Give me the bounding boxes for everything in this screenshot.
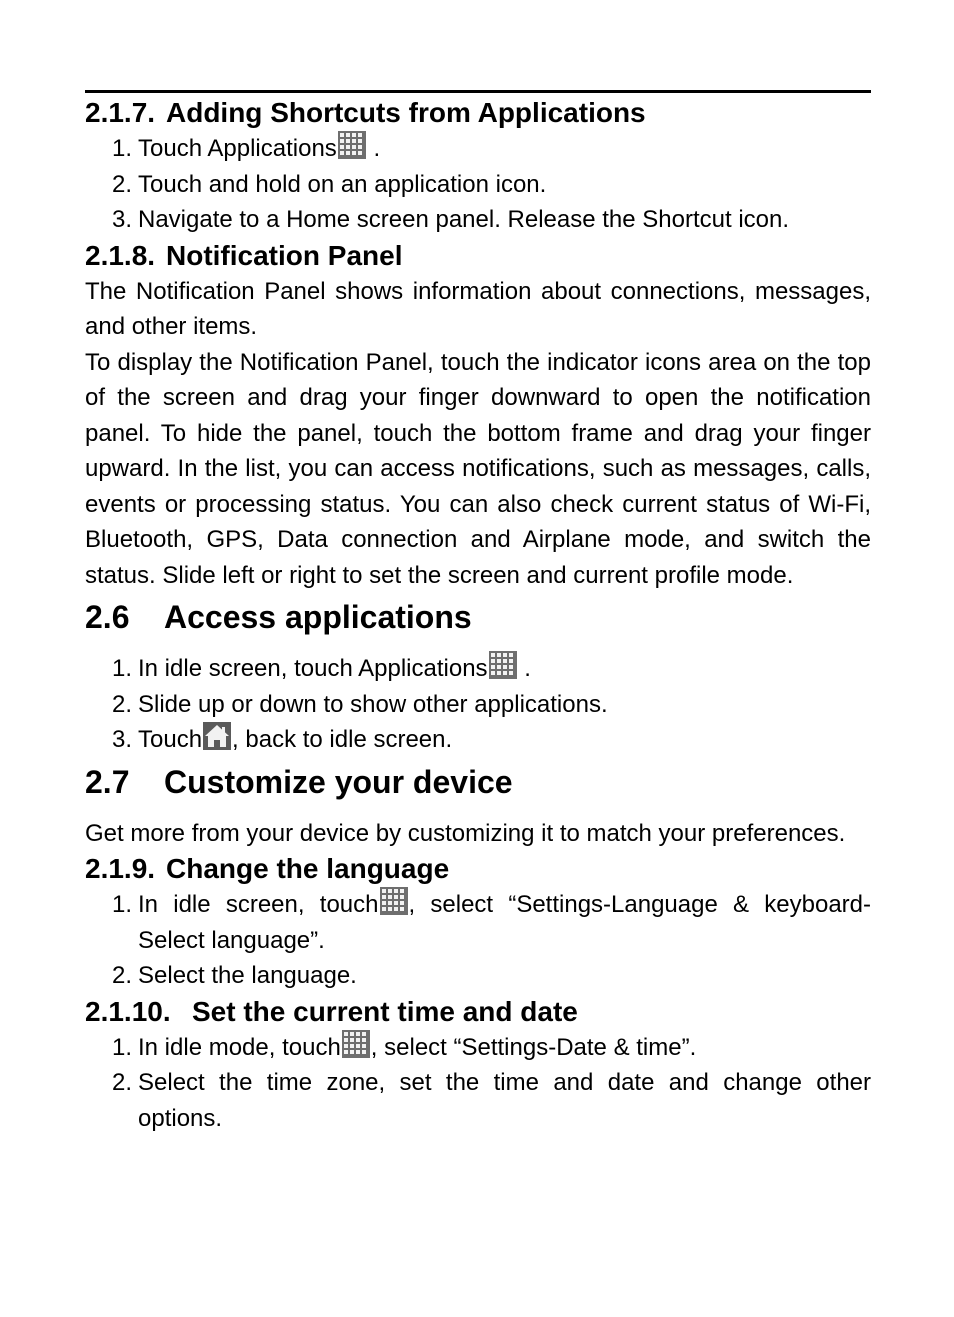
apps-grid-icon (342, 1030, 370, 1058)
section-heading-2-1-7: 2.1.7. Adding Shortcuts from Applications (85, 97, 646, 128)
list-item: 1. In idle mode, touch , select “Settings-Date & time”. (85, 1030, 871, 1066)
section-heading-2-1-10: 2.1.10. Set the current time and date (85, 995, 578, 1027)
manual-page (85, 90, 871, 1136)
steps-list-2-1-7 (85, 131, 871, 238)
section-heading-2-7: 2.7 Customize your device (85, 763, 513, 800)
list-item: 1. In idle screen, touch , select “Settings-Language & keyboard-Select language”. (85, 887, 871, 958)
list-item: 1. In idle screen, touch Applications . (85, 651, 871, 687)
section-heading-2-1-9: 2.1.9. Change the language (85, 853, 450, 884)
list-item: 2. Touch and hold on an application icon. (112, 170, 547, 198)
list-item: 2. Slide up or down to show other applications. (112, 690, 608, 718)
paragraph: Get more from your device by customizing it to match your preferences. (85, 819, 846, 847)
list-item: 3. Touch , back to idle screen. (85, 722, 871, 758)
apps-grid-icon (380, 887, 408, 915)
steps-list-2-6 (85, 651, 871, 758)
paragraph: To display the Notification Panel, touch the indicator icons area on the top of the screen and drag your finger downward to open the notification panel. To hide the panel, touch the bottom frame and drag your finger upward. In the list, you can access notifications, such as messages, calls, events or processing status. You can also check current status of Wi-Fi, Bluetooth, GPS, Data connection and Airplane mode, and switch the status. Slide left or right to set the screen and current profile mode. (85, 348, 871, 589)
section-heading-2-6: 2.6 Access applications (85, 599, 472, 635)
list-item: 3. Navigate to a Home screen panel. Release the Shortcut icon. (112, 206, 790, 233)
apps-grid-icon (489, 651, 517, 679)
list-item: 2. Select the language. (112, 962, 357, 989)
steps-list-2-1-10 (85, 1030, 871, 1137)
apps-grid-icon (338, 131, 366, 159)
steps-list-2-1-9 (85, 887, 871, 994)
list-item: 2. Select the time zone, set the time and date and change other options. (112, 1069, 871, 1132)
home-icon (203, 722, 231, 750)
top-rule (85, 90, 871, 93)
paragraph: The Notification Panel shows information about connections, messages, and other items. (85, 277, 871, 340)
list-item: 1. Touch Applications . (85, 131, 871, 167)
section-heading-2-1-8: 2.1.8. Notification Panel (85, 239, 403, 271)
